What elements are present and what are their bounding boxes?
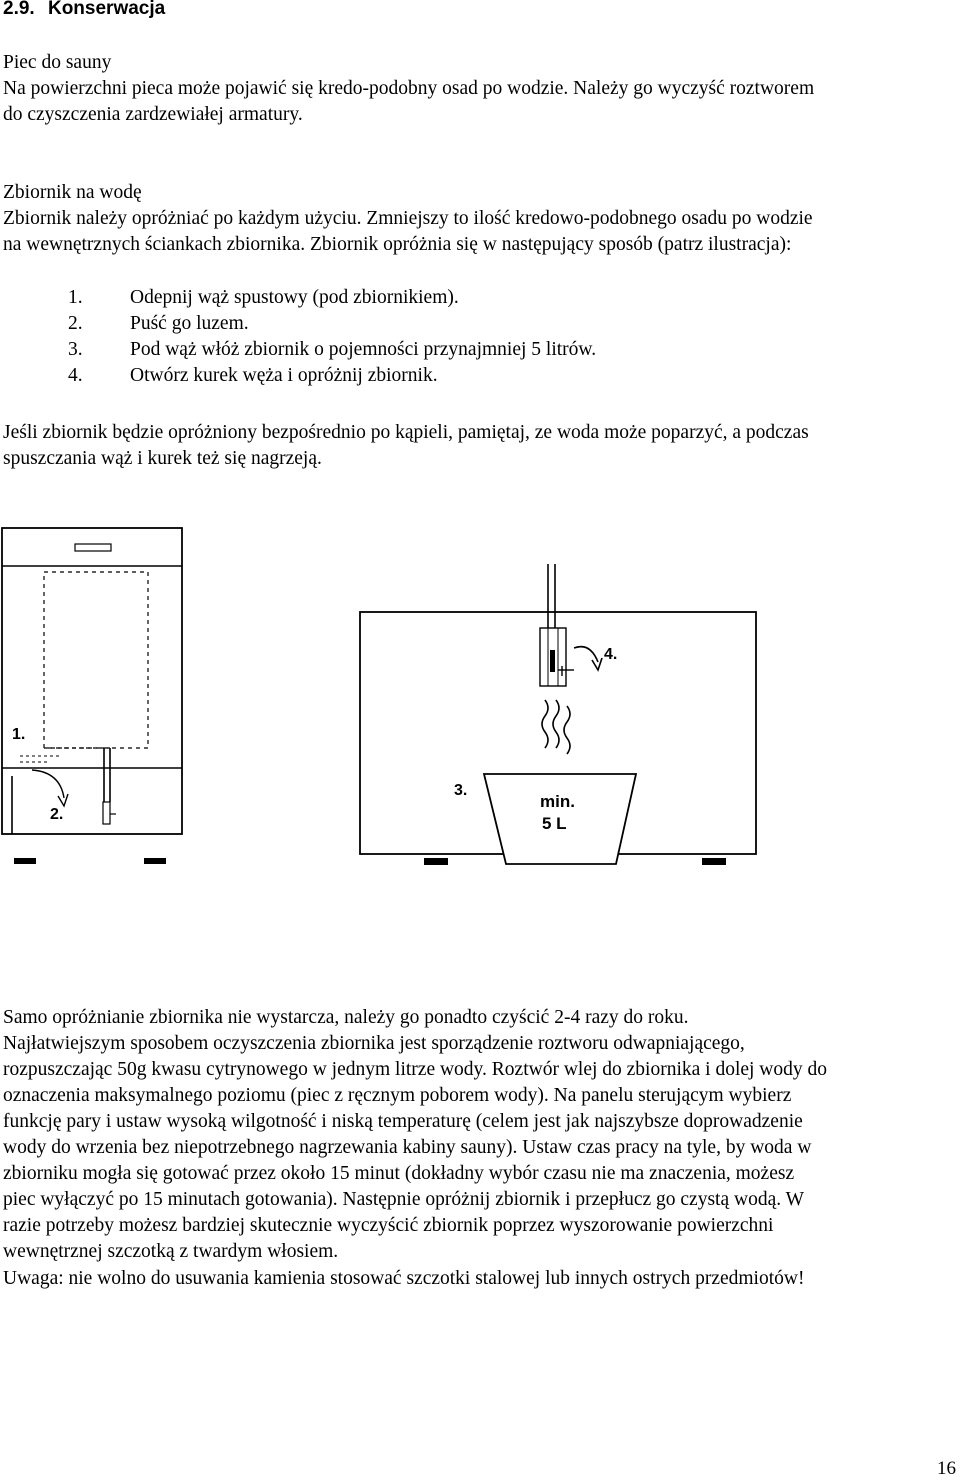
paragraph-line: Samo opróżnianie zbiornika nie wystarcza, należy go ponadto czyścić 2-4 razy do roku. [3, 1007, 689, 1028]
paragraph-line: na wewnętrznych ściankach zbiornika. Zbiornik opróżnia się w następujący sposób (patrz ilustracja): [3, 234, 792, 255]
list-item-text: Pod wąż włóż zbiornik o pojemności przynajmniej 5 litrów. [130, 339, 597, 360]
paragraph-line: wody do wrzenia bez niepotrzebnego nagrzewania kabiny sauny). Ustaw czas pracy na tyle, by woda w [3, 1137, 812, 1158]
section-title: Konserwacja [47, 0, 166, 19]
illustration-svg [0, 520, 960, 880]
label-step-2: 2. [50, 806, 64, 823]
water-tank-heading: Zbiornik na wodę [3, 182, 142, 203]
paragraph-line: funkcję pary i ustaw wysoką wilgotność i niską temperaturę (celem jest jak najszybsze doprowadzenie [3, 1111, 803, 1132]
section-number: 2.9. [3, 0, 35, 19]
warning-line: spuszczania wąż i kurek też się nagrzeją. [3, 448, 322, 469]
paragraph-line: do czyszczenia zardzewiałej armatury. [3, 104, 303, 125]
paragraph-line: razie potrzeby możesz bardziej skutecznie wyczyścić zbiornik poprzez wyszorowanie powierzchni [3, 1215, 774, 1236]
paragraph-line: rozpuszczając 50g kwasu cytrynowego w jednym litrze wody. Roztwór wlej do zbiornika i dolej wody do [3, 1059, 828, 1080]
paragraph-line: Najłatwiejszym sposobem oczyszczenia zbiornika jest sporządzenie roztworu odwapniającego, [3, 1033, 745, 1054]
container-volume-label: 5 L [542, 814, 567, 833]
list-item-number: 2. [68, 313, 83, 334]
list-item-text: Odepnij wąż spustowy (pod zbiornikiem). [130, 287, 459, 308]
label-step-3: 3. [454, 782, 468, 799]
list-item-number: 4. [68, 365, 83, 386]
paragraph-line: Uwaga: nie wolno do usuwania kamienia stosować szczotki stalowej lub innych ostrych przedmiotów! [3, 1268, 805, 1289]
paragraph-line: Na powierzchni pieca może pojawić się kredo-podobny osad po wodzie. Należy go wyczyść roztworem [3, 78, 815, 99]
tank-drain-illustration [0, 520, 960, 885]
paragraph-line: zbiorniku mogła się gotować przez około 15 minut (dokładny wybór czasu nie ma znaczenia, możesz [3, 1163, 795, 1184]
section-heading [3, 0, 165, 20]
container-min-label: min. [540, 792, 575, 811]
list-item-text: Puść go luzem. [130, 313, 249, 334]
label-step-4: 4. [604, 646, 618, 663]
list-item-text: Otwórz kurek węża i opróżnij zbiornik. [130, 365, 438, 386]
paragraph-line: oznaczenia maksymalnego poziomu (piec z ręcznym poborem wody). Na panelu sterującym wybierz [3, 1085, 792, 1106]
paragraph-line: wewnętrznej szczotką z twardym włosiem. [3, 1241, 339, 1262]
heater-side-view [2, 528, 182, 834]
list-item-number: 1. [68, 287, 83, 308]
paragraph-line: Zbiornik należy opróżniać po każdym użyciu. Zmniejszy to ilość kredowo-podobnego osadu po wodzie [3, 208, 813, 229]
warning-line: Jeśli zbiornik będzie opróżniony bezpośrednio po kąpieli, pamiętaj, ze woda może poparzyć, a podczas [3, 422, 809, 443]
page-number: 16 [937, 1458, 956, 1479]
list-item-number: 3. [68, 339, 83, 360]
label-step-1: 1. [12, 726, 26, 743]
sauna-stove-heading: Piec do sauny [3, 52, 112, 73]
paragraph-line: piec wyłączyć po 15 minutach gotowania). Następnie opróżnij zbiornik i przepłucz go czystą wodą. W [3, 1189, 805, 1210]
